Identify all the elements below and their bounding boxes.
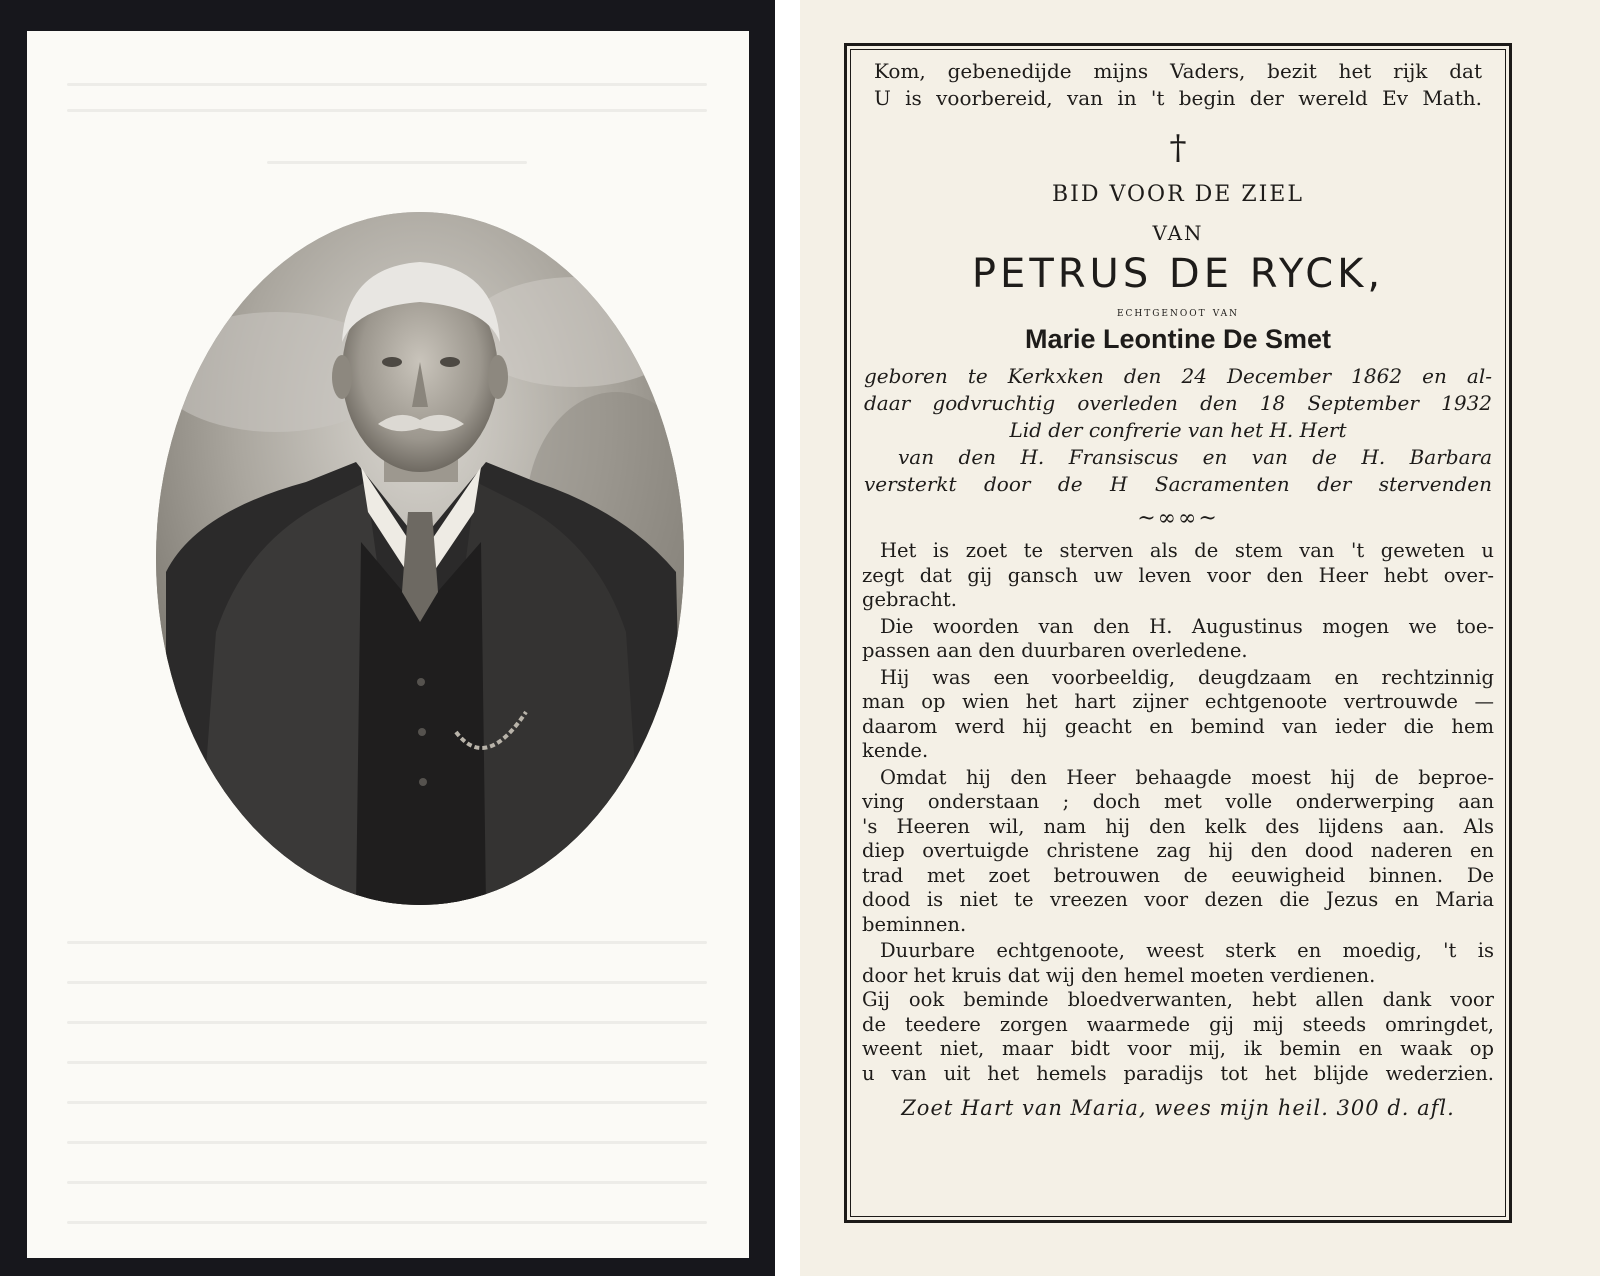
eulogy-line: beminnen. [862, 912, 967, 936]
eulogy-line: zegt dat gij gansch uw leven voor den Heer hebt over- [862, 563, 1494, 587]
eulogy-line: Hij was een voorbeeldig, deugdzaam en rechtzinnig [880, 665, 1494, 689]
eulogy-line: Omdat hij den Heer behaagde moest hij de beproe- [880, 765, 1494, 789]
bio-line: van den H. Fransiscus en van de H. Barbara [898, 445, 1492, 469]
bio-line: geboren te Kerkxken den 24 December 1862 en al- [864, 364, 1492, 388]
eulogy-paragraph [862, 666, 1494, 764]
bleed-through-line [67, 83, 707, 86]
eulogy-line: kende. [862, 739, 929, 762]
eulogy-paragraph [862, 766, 1494, 938]
prayer-heading: BID VOOR DE ZIEL [1052, 182, 1304, 207]
bleed-through-line [267, 161, 527, 164]
deceased-name: PETRUS DE RYCK, [971, 251, 1385, 297]
eulogy-paragraph [862, 615, 1494, 664]
eulogy-line: daarom werd hij geacht en bemind van ieder die hem [862, 714, 1494, 738]
photo-card-paper [27, 31, 749, 1258]
bio-line: versterkt door de H Sacramenten der stervenden [864, 472, 1492, 496]
eulogy-line: Duurbare echtgenoote, weest sterk en moedig, 't is [880, 939, 1494, 962]
eulogy-line: gebracht. [862, 588, 957, 611]
bleed-through-line [67, 1181, 707, 1184]
bleed-through-line [67, 109, 707, 112]
van-label: VAN [1152, 221, 1204, 245]
bleed-through-line [67, 1021, 707, 1024]
scripture-quote [858, 58, 1498, 112]
memorial-text-card [800, 0, 1600, 1276]
eulogy-line: ving onderstaan ; doch met volle onderwerping aan [862, 790, 1494, 813]
bio-line: Lid der confrerie van het H. Hert [1009, 418, 1347, 442]
eulogy-body [858, 539, 1498, 1086]
eulogy-line: 's Heeren wil, nam hij den kelk des lijdens aan. Als [862, 814, 1494, 838]
bleed-through-line [67, 1141, 707, 1144]
eulogy-line: man op wien het hart zijner echtgenoote vertrouwde — [862, 690, 1494, 713]
biography [858, 363, 1498, 498]
eulogy-line: passen aan den duurbaren overledene. [862, 639, 1248, 662]
quote-line: Kom, gebenedijde mijns Vaders, bezit het rijk dat [874, 59, 1482, 83]
eulogy-line: Die woorden van den H. Augustinus mogen we toe- [880, 614, 1494, 638]
eulogy-paragraph [862, 539, 1494, 613]
cross-icon: † [1169, 128, 1187, 168]
closing-prayer: Zoet Hart van Maria, wees mijn heil. 300 d. afl. [901, 1096, 1455, 1120]
bleed-through-line [67, 1061, 707, 1064]
quote-line: U is voorbereid, van in 't begin der wereld Ev Math. [874, 86, 1482, 110]
eulogy-line: Het is zoet te sterven als de stem van 't geweten u [880, 539, 1494, 562]
bleed-through-line [67, 1221, 707, 1224]
bio-line: daar godvruchtig overleden den 18 September 1932 [864, 391, 1492, 415]
eulogy-line: Gij ook beminde bloedverwanten, hebt allen dank voor [862, 988, 1494, 1011]
bleed-through-line [67, 1101, 707, 1104]
eulogy-line: diep overtuigde christene zag hij den dood naderen en [862, 839, 1494, 862]
eulogy-line: dood is niet te vreezen voor dezen die Jezus en Maria [862, 888, 1494, 911]
memorial-text [858, 58, 1498, 1120]
eulogy-line: weent niet, maar bidt voor mij, ik bemin en waak op [862, 1037, 1494, 1060]
bleed-through-line [67, 981, 707, 984]
portrait-photo [156, 212, 684, 905]
ornament-divider: ~∞∞~ [1137, 506, 1219, 531]
eulogy-line: de teedere zorgen waarmede gij mij steeds omringdet, [862, 1012, 1494, 1036]
spouse-name: Marie Leontine De Smet [1024, 324, 1332, 354]
spouse-label: echtgenoot van [1116, 305, 1240, 320]
bleed-through-line [67, 941, 707, 944]
eulogy-paragraph [862, 939, 1494, 1086]
portrait-illustration [156, 212, 684, 905]
eulogy-line: u van uit het hemels paradijs tot het blijde wederzien. [862, 1061, 1494, 1085]
eulogy-line: trad met zoet betrouwen de eeuwigheid binnen. De [862, 863, 1494, 887]
eulogy-line: door het kruis dat wij den hemel moeten verdienen. [862, 963, 1376, 987]
photo-card [0, 0, 775, 1276]
